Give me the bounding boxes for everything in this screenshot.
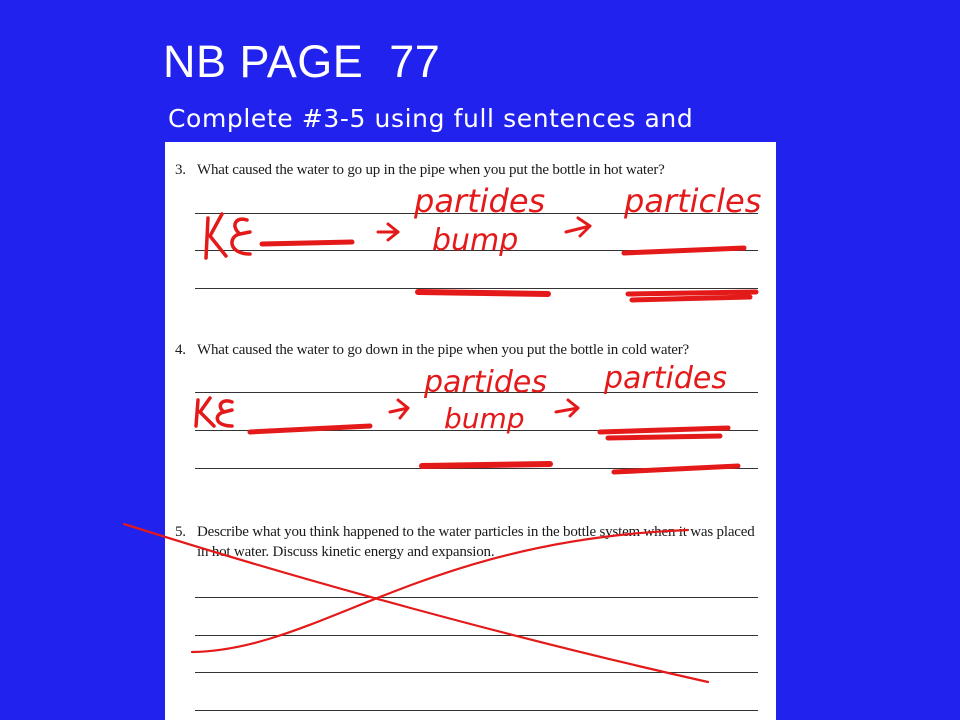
answer-line <box>195 392 758 393</box>
question-text: Describe what you think happened to the water particles in the bottle system when it was placed in hot water. Discuss kinetic energy and expansion. <box>197 524 755 560</box>
answer-line <box>195 213 758 214</box>
handwritten-word: bump <box>444 402 525 435</box>
handwritten-word: particles <box>624 182 762 220</box>
question-number: 4. <box>175 342 186 358</box>
handwritten-word: partides <box>604 361 727 396</box>
answer-line <box>195 468 758 469</box>
answer-line <box>195 672 758 673</box>
worksheet-image <box>165 142 776 720</box>
question-text: What caused the water to go up in the pipe when you put the bottle in hot water? <box>197 162 665 178</box>
handwritten-word: partides <box>414 182 546 220</box>
answer-line <box>195 430 758 431</box>
answer-line <box>195 288 758 289</box>
question-text: What caused the water to go down in the pipe when you put the bottle in cold water? <box>197 342 690 358</box>
question-number: 5. <box>175 524 186 540</box>
answer-line <box>195 597 758 598</box>
slide-title: NB PAGE 77 <box>163 36 441 87</box>
question-number: 3. <box>175 162 186 178</box>
handwritten-word: partides <box>424 365 547 400</box>
slide-subtitle: Complete #3-5 using full sentences and <box>168 104 694 133</box>
answer-line <box>195 710 758 711</box>
answer-line <box>195 635 758 636</box>
handwritten-word: bump <box>432 223 519 258</box>
answer-line <box>195 250 758 251</box>
